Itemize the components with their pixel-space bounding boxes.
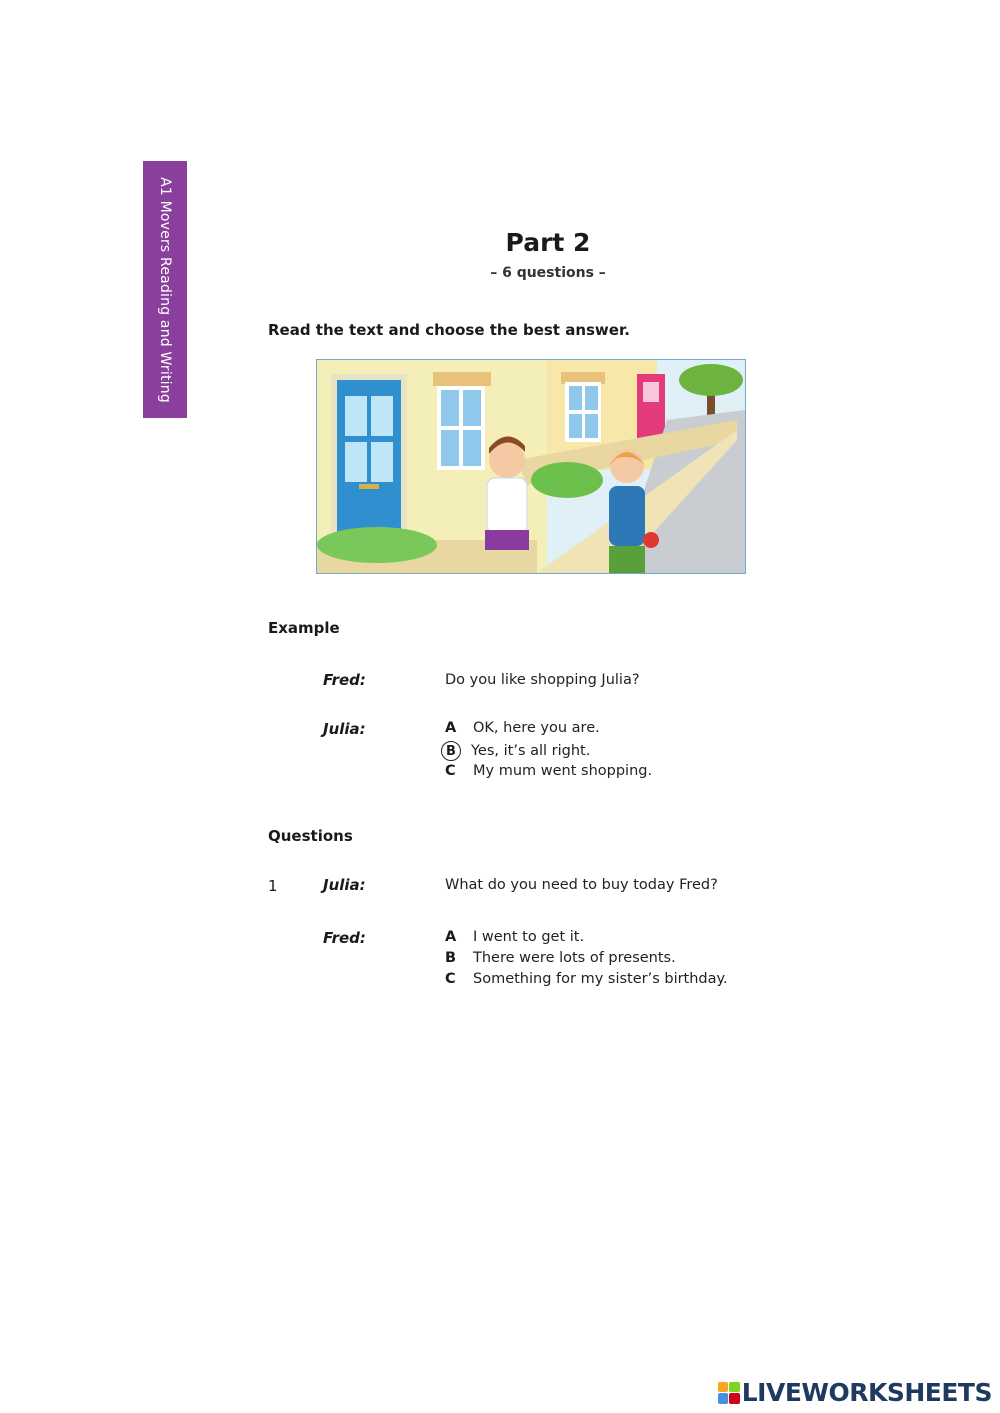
example-option-a xyxy=(445,720,600,736)
example-speaker-fred: Fred: xyxy=(323,671,366,689)
blue-door-icon xyxy=(331,374,407,549)
option-text: OK, here you are. xyxy=(473,720,600,736)
option-text: Something for my sister’s birthday. xyxy=(473,971,728,987)
boy-icon xyxy=(485,436,529,550)
option-text: I went to get it. xyxy=(473,929,585,945)
question-1-speaker-fred: Fred: xyxy=(323,929,366,947)
question-1-option-c[interactable] xyxy=(445,971,728,987)
pink-door-icon xyxy=(637,374,665,444)
option-text: My mum went shopping. xyxy=(473,763,653,779)
option-letter: C xyxy=(445,763,456,779)
scene-illustration xyxy=(316,359,746,574)
option-letter: A xyxy=(445,720,457,736)
question-number: 1 xyxy=(268,877,278,895)
liveworksheets-logo-icon xyxy=(718,1382,740,1404)
side-tab-label: A1 Movers Reading and Writing xyxy=(157,176,173,403)
example-option-c xyxy=(445,763,652,779)
option-text: Yes, it’s all right. xyxy=(471,743,591,759)
questions-heading: Questions xyxy=(268,827,353,845)
side-tab xyxy=(143,161,187,418)
option-text: There were lots of presents. xyxy=(473,950,676,966)
window-icon xyxy=(561,372,605,442)
page-title: Part 2 xyxy=(505,228,591,257)
example-heading: Example xyxy=(268,619,340,637)
example-option-b xyxy=(445,741,590,761)
question-1-line: What do you need to buy today Fred? xyxy=(445,877,718,893)
question-1-option-a[interactable] xyxy=(445,929,584,945)
brand-text: LIVEWORKSHEETS xyxy=(741,1378,992,1407)
option-letter: A xyxy=(445,929,457,945)
option-letter: B xyxy=(445,950,457,966)
window-icon xyxy=(433,372,491,470)
option-letter: C xyxy=(445,971,456,987)
page-subtitle: – 6 questions – xyxy=(490,265,606,281)
example-speaker-julia: Julia: xyxy=(323,720,366,738)
liveworksheets-brand[interactable] xyxy=(718,1378,992,1407)
option-letter-circled: B xyxy=(441,741,461,761)
instruction: Read the text and choose the best answer. xyxy=(268,321,630,339)
question-1-speaker-julia: Julia: xyxy=(323,876,366,894)
example-line: Do you like shopping Julia? xyxy=(445,672,640,688)
question-1-option-b[interactable] xyxy=(445,950,676,966)
